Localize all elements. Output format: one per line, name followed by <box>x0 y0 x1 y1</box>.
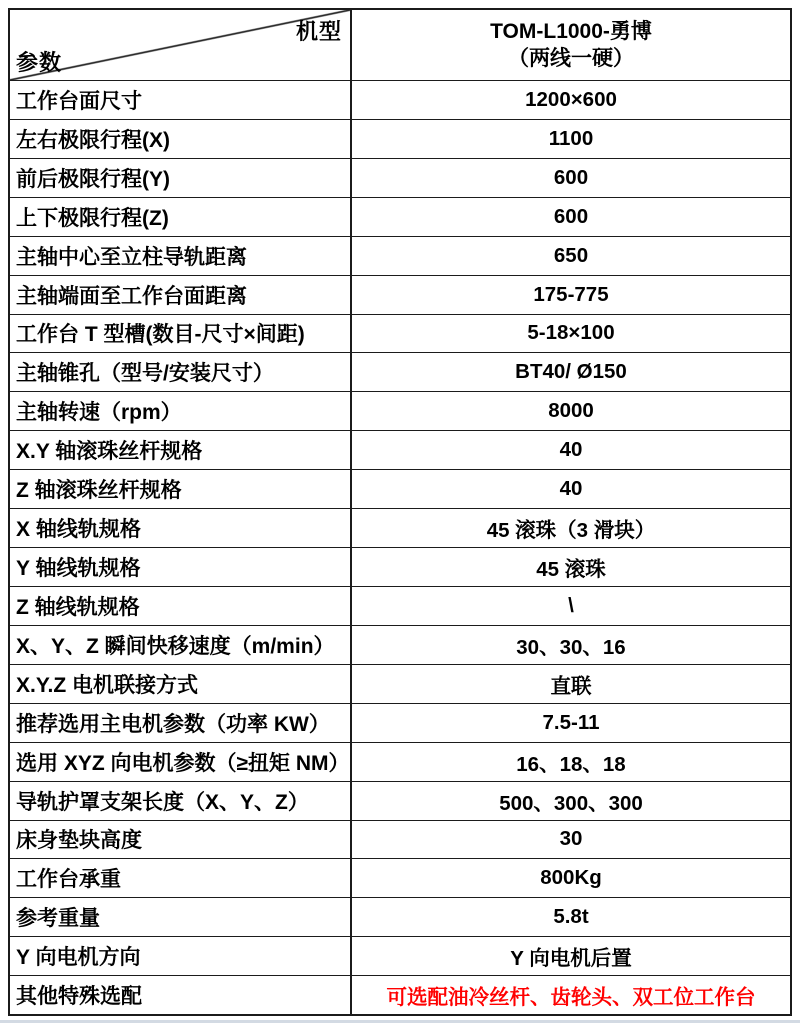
table-row <box>10 975 790 1014</box>
table-row <box>10 314 790 353</box>
param-value: 30 <box>559 827 583 851</box>
param-value: 45 滚珠 <box>536 558 606 582</box>
table-row <box>10 508 790 547</box>
table-row <box>10 858 790 897</box>
table-row <box>10 80 790 119</box>
param-label: 主轴端面至工作台面距离 <box>10 276 352 314</box>
param-value: 可选配油冷丝杆、齿轮头、双工位工作台 <box>386 986 756 1010</box>
param-value: 600 <box>553 165 589 189</box>
param-label: 工作台 T 型槽(数目-尺寸×间距) <box>10 315 352 353</box>
table-header-row <box>10 10 790 80</box>
table-row <box>10 119 790 158</box>
corner-model-label: 机型 <box>295 19 342 44</box>
table-row <box>10 703 790 742</box>
table-row <box>10 469 790 508</box>
param-label: 床身垫块高度 <box>10 821 352 859</box>
table-rows <box>10 80 790 1014</box>
table-row <box>10 158 790 197</box>
param-value: 7.5-11 <box>542 710 600 734</box>
table-row <box>10 236 790 275</box>
header-model-cell <box>352 10 790 80</box>
param-label: 主轴中心至立柱导轨距离 <box>10 237 352 275</box>
param-label: Y 向电机方向 <box>10 937 352 975</box>
param-label: 主轴转速（rpm） <box>10 392 352 430</box>
param-value: 800Kg <box>540 866 602 890</box>
param-label: 选用 XYZ 向电机参数（≥扭矩 NM） <box>10 743 352 781</box>
param-label: Z 轴滚珠丝杆规格 <box>10 470 352 508</box>
param-label: 工作台承重 <box>10 859 352 897</box>
param-value: BT40/ Ø150 <box>515 360 627 384</box>
param-value: 直联 <box>550 674 592 698</box>
param-value: 175-775 <box>533 282 609 306</box>
table-row <box>10 586 790 625</box>
param-label: X、Y、Z 瞬间快移速度（m/min） <box>10 626 352 664</box>
param-value: 1100 <box>548 126 594 150</box>
table-row <box>10 897 790 936</box>
param-value: 5.8t <box>553 905 589 929</box>
table-row <box>10 430 790 469</box>
param-label: X.Y.Z 电机联接方式 <box>10 665 352 703</box>
param-label: 前后极限行程(Y) <box>10 159 352 197</box>
param-value: \ <box>568 593 574 617</box>
param-label: X.Y 轴滚珠丝杆规格 <box>10 431 352 469</box>
page-bottom-divider <box>0 1020 800 1023</box>
param-value: 650 <box>553 243 589 267</box>
table-row <box>10 820 790 859</box>
table-row <box>10 742 790 781</box>
param-label: X 轴线轨规格 <box>10 509 352 547</box>
table-row <box>10 352 790 391</box>
table-row <box>10 664 790 703</box>
param-value: 1200×600 <box>525 87 617 111</box>
table-row <box>10 391 790 430</box>
param-label: 工作台面尺寸 <box>10 81 352 119</box>
table-row <box>10 781 790 820</box>
param-value: 600 <box>553 204 589 228</box>
header-corner-cell <box>10 10 352 80</box>
param-value: 40 <box>559 438 583 462</box>
param-value: 30、30、16 <box>516 635 626 659</box>
corner-param-label: 参数 <box>16 50 63 75</box>
param-value: 45 滚珠（3 滑块） <box>486 519 656 543</box>
table-row <box>10 547 790 586</box>
table-row <box>10 625 790 664</box>
param-value: 500、300、300 <box>499 791 643 815</box>
param-value: Y 向电机后置 <box>510 947 632 971</box>
param-value: 5-18×100 <box>527 321 615 345</box>
param-label: Y 轴线轨规格 <box>10 548 352 586</box>
model-name: TOM-L1000-勇博 <box>490 20 652 43</box>
param-label: 参考重量 <box>10 898 352 936</box>
machine-spec-table <box>8 8 792 1016</box>
param-label: 上下极限行程(Z) <box>10 198 352 236</box>
table-row <box>10 275 790 314</box>
param-label: 其他特殊选配 <box>10 976 352 1014</box>
param-label: Z 轴线轨规格 <box>10 587 352 625</box>
param-label: 推荐选用主电机参数（功率 KW） <box>10 704 352 742</box>
param-label: 主轴锥孔（型号/安装尺寸） <box>10 353 352 391</box>
model-config: （两线一硬） <box>508 47 634 70</box>
table-row <box>10 197 790 236</box>
table-row <box>10 936 790 975</box>
param-value: 16、18、18 <box>516 752 626 776</box>
param-label: 导轨护罩支架长度（X、Y、Z） <box>10 782 352 820</box>
param-value: 8000 <box>548 399 594 423</box>
param-label: 左右极限行程(X) <box>10 120 352 158</box>
param-value: 40 <box>559 477 583 501</box>
